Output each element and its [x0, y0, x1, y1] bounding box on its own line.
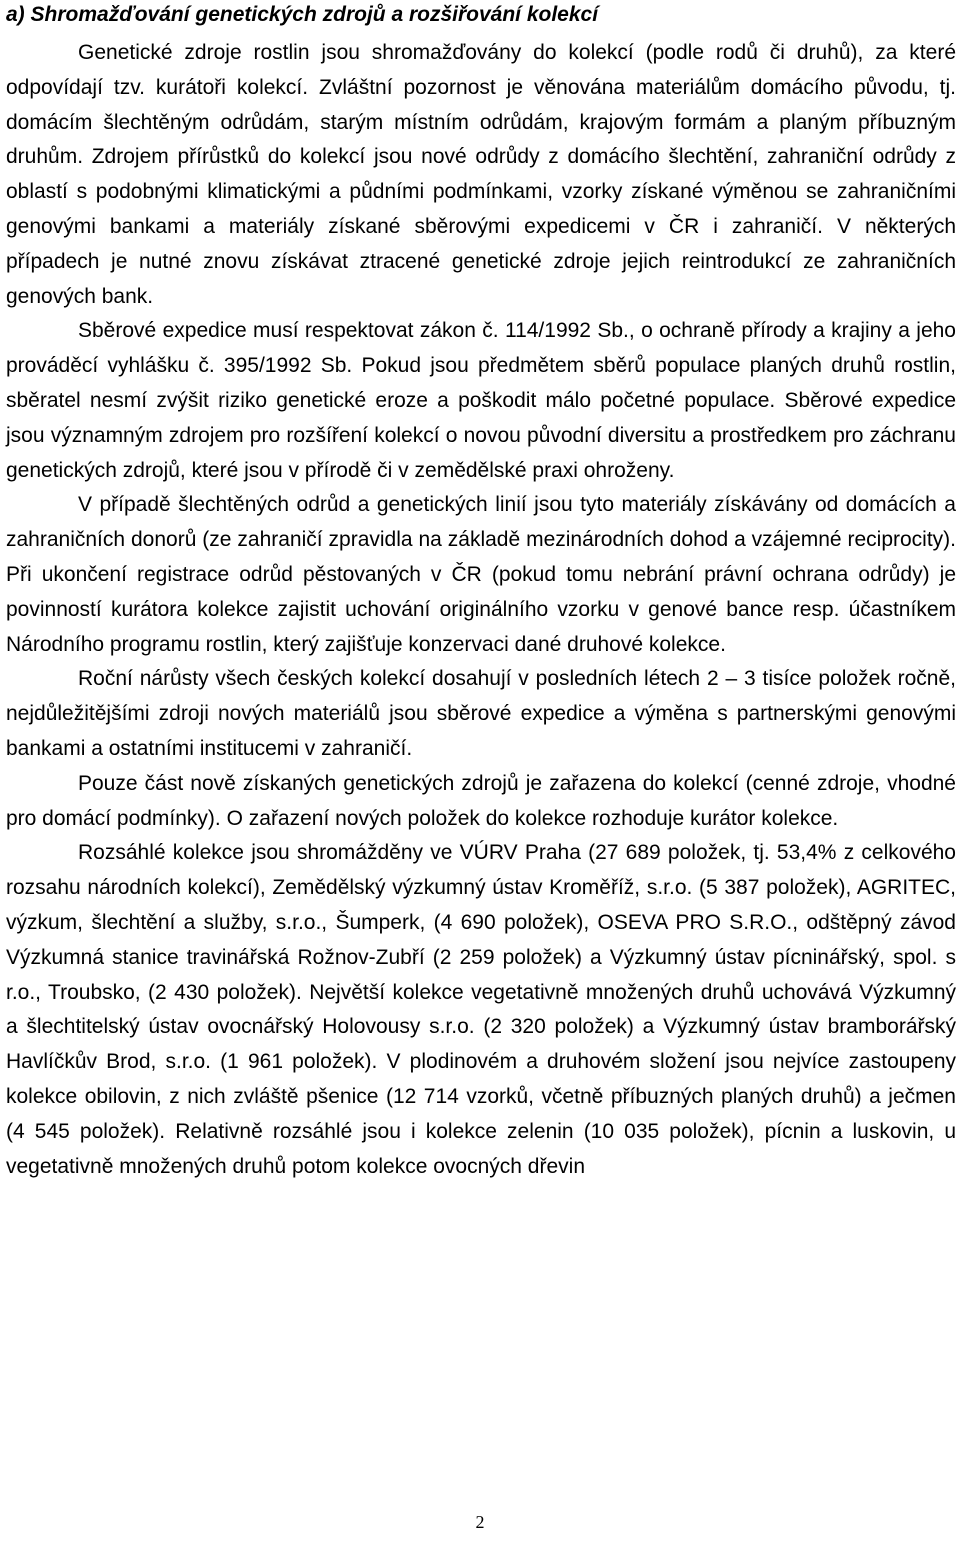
page-number: 2: [475, 1512, 485, 1532]
paragraph-annual-increments: Roční nárůsty všech českých kolekcí dosahují v posledních létech 2 – 3 tisíce položek ročně, nejdůležitějšími zdroji nových materiálů jsou sběrové expedice a výměna s partnerskými genovými bankami a ostatními institucemi v zahraničí.: [6, 667, 956, 760]
section-heading: a) Shromažďování genetických zdrojů a rozšiřování kolekcí: [6, 3, 599, 26]
paragraph-large-collections: Rozsáhlé kolekce jsou shromážděny ve VÚRV Praha (27 689 položek, tj. 53,4% z celkového rozsahu národních kolekcí), Zemědělský výzkumný ústav Kroměříž, s.r.o. (5 387 položek), AGRITEC, výzkum, šlechtění a služby, s.r.o., Šumperk, (4 690 položek), OSEVA PRO S.R.O., odštěpný závod Výzkumná stanice travinářská Rožnov-Zubří (2 259 položek) a Výzkumný ústav pícninářský, spol. s r.o., Troubsko, (2 430 položek). Největší kolekce vegetativně množených druhů uchovává Výzkumný a šlechtitelský ústav ovocnářský Holovousy s.r.o. (2 320 položek) a Výzkumný ústav bramborářský Havlíčkův Brod, s.r.o. (1 961 položek). V plodinovém a druhovém složení jsou nejvíce zastoupeny kolekce obilovin, z nich zvláště pšenice (12 714 vzorků, včetně příbuzných planých druhů) a ječmen (4 545 položek). Relativně rozsáhlé jsou i kolekce zelenin (10 035 položek), pícnin a luskovin, u vegetativně množených druhů potom kolekce ovocných dřevin: [6, 841, 956, 1178]
paragraph-collecting-expeditions: Sběrové expedice musí respektovat zákon č. 114/1992 Sb., o ochraně přírody a krajiny a jeho prováděcí vyhlášku č. 395/1992 Sb. Pokud jsou předmětem sběrů populace planých druhů rostlin, sběratel nesmí zvýšit riziko genetické eroze a poškodit málo početné populace. Sběrové expedice jsou významným zdrojem pro rozšíření kolekcí o novou původní diversitu a prostředkem pro záchranu genetických zdrojů, které jsou v přírodě či v zemědělské praxi ohroženy.: [6, 319, 956, 482]
paragraph-bred-varieties: V případě šlechtěných odrůd a genetických linií jsou tyto materiály získávány od domácích a zahraničních donorů (ze zahraničí zpravidla na základě mezinárodních dohod a vzájemné reciprocity). Při ukončení registrace odrůd pěstovaných v ČR (pokud tomu nebrání právní ochrana odrůdy) je povinností kurátora kolekce zajistit uchování originálního vzorku v genové bance resp. účastníkem Národního programu rostlin, který zajišťuje konzervaci dané druhové kolekce.: [6, 493, 956, 656]
document-page: [6, 0, 956, 1184]
paragraph-collection-inclusion: Pouze část nově získaných genetických zdrojů je zařazena do kolekcí (cenné zdroje, vhodné pro domácí podmínky). O zařazení nových položek do kolekce rozhoduje kurátor kolekce.: [6, 771, 956, 830]
paragraph-genetic-sources: Genetické zdroje rostlin jsou shromažďovány do kolekcí (podle rodů či druhů), za které odpovídají tzv. kurátoři kolekcí. Zvláštní pozornost je věnována materiálům domácího původu, tj. domácím šlechtěným odrůdám, starým místním odrůdám, krajovým formám a planým příbuzným druhům. Zdrojem přírůstků do kolekcí jsou nové odrůdy z domácího šlechtění, zahraniční odrůdy z oblastí s podobnými klimatickými a půdními podmínkami, vzorky získané výměnou se zahraničními genovými bankami a materiály získané sběrovými expedicemi v ČR i zahraničí. V některých případech je nutné znovu získávat ztracené genetické zdroje jejich reintrodukcí ze zahraničních genových bank.: [6, 41, 956, 308]
